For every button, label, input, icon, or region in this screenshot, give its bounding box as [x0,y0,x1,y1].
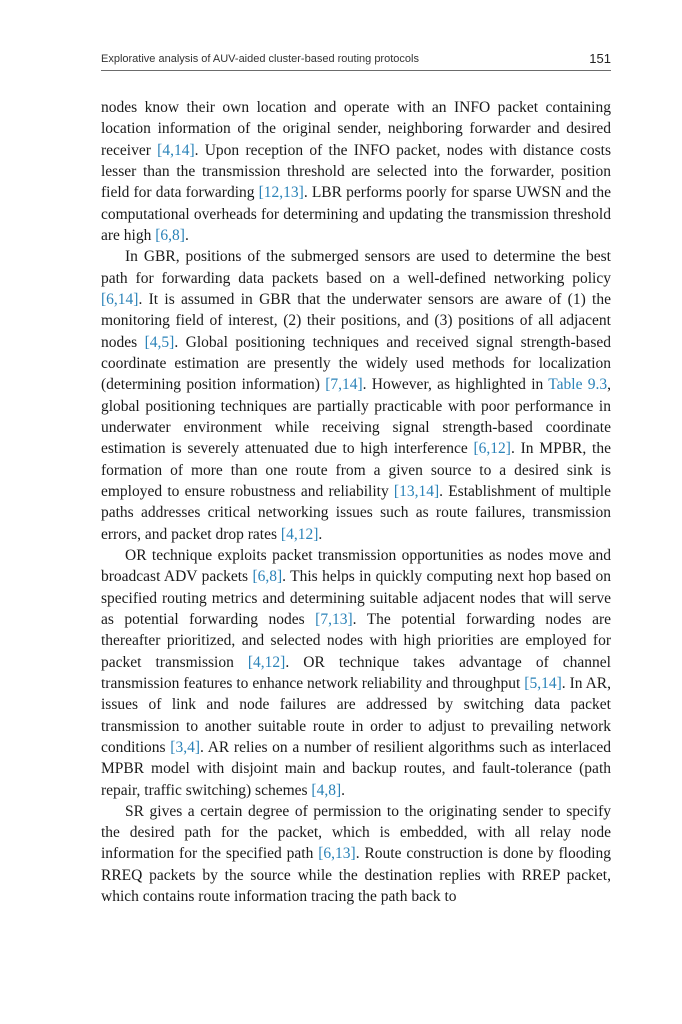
text-run: . Route construction is done by flooding RREQ packets by the source while the destination replies with RREP packet, which contains route information tracing the path back to [101,845,611,906]
citation-link[interactable]: [6,13] [318,845,356,863]
text-run: In GBR, positions of the submerged sensors are used to determine the best path for forwarding data packets based on a well-defined networking policy [101,248,611,287]
text-run: . AR relies on a number of resilient algorithms such as interlaced MPBR model with disjoint main and backup routes, and fault-tolerance (path repair, traffic switching) schemes [101,738,611,799]
text-run: . Establishment of multiple paths addresses critical networking issues such as route failures, transmission errors, and packet drop rates [101,482,611,543]
citation-link[interactable]: [4,8] [311,781,342,799]
text-run: . The potential forwarding nodes are thereafter prioritized, and selected nodes with high priorities are employed for packet transmission [101,610,611,671]
body-text [101,97,611,907]
text-run: . Upon reception of the INFO packet, nodes with distance costs lesser than the transmission threshold are selected into the forwarder, position field for data forwarding [101,141,611,202]
running-header [101,51,611,71]
text-run: . In AR, issues of link and node failures are addressed by switching data packet transmission to another suitable route in order to adjust to prevailing network conditions [101,674,611,756]
citation-link[interactable]: [12,13] [258,184,304,202]
table-reference-link[interactable]: Table 9.3 [548,376,608,394]
citation-link[interactable]: [4,12] [247,653,286,671]
text-run: . However, as highlighted in [362,376,549,394]
text-run: . Global positioning techniques and received signal strength-based coordinate estimation are presently the widely used methods for localization (determining position information) [101,333,611,394]
citation-link[interactable]: [4,12] [280,525,319,543]
paragraph [101,801,611,908]
text-run: . LBR performs poorly for sparse UWSN and the computational overheads for determining and updating the transmission threshold are high [101,184,611,244]
text-run: . [318,525,323,543]
citation-link[interactable]: [3,4] [170,738,200,756]
text-run: nodes know their own location and operate with an INFO packet containing location information of the original sender, neighboring forwarder and desired receiver [101,99,611,159]
text-run: OR technique exploits packet transmission opportunities as nodes move and broadcast ADV packets [101,546,611,586]
paragraph [101,545,611,801]
citation-link[interactable]: [7,14] [325,376,363,394]
text-run: . It is assumed in GBR that the underwater sensors are aware of (1) the monitoring field of interest, (2) their positions, and (3) positions of all adjacent nodes [101,290,611,351]
citation-link[interactable]: [6,12] [473,440,511,458]
citation-link[interactable]: [6,8] [155,226,185,244]
text-run: . [341,781,345,799]
citation-link[interactable]: [4,14] [157,141,195,159]
paragraph [101,246,611,545]
citation-link[interactable]: [6,14] [101,290,139,308]
paragraph [101,97,611,246]
text-run: SR gives a certain degree of permission to the originating sender to specify the desired path for the packet, which is embedded, with all relay node information for the specified path [101,802,611,863]
text-run: . In MPBR, the formation of more than one route from a given source to a desired sink is employed to ensure robustness and reliability [101,440,611,500]
text-run: . OR technique takes advantage of channel transmission features to enhance network reliability and throughput [101,653,611,692]
text-run: . [184,226,189,244]
text-run: , global positioning techniques are partially practicable with poor performance in underwater environment while receiving signal strength-based coordinate estimation is severely attenuated due to high interference [101,376,611,458]
citation-link[interactable]: [13,14] [393,482,440,500]
page-number: 151 [589,51,611,66]
citation-link[interactable]: [4,5] [144,333,175,351]
text-run: . This helps in quickly computing next hop based on specified routing metrics and determining suitable adjacent nodes that will serve as potential forwarding nodes [101,568,611,628]
running-title: Explorative analysis of AUV-aided cluster-based routing protocols [101,53,419,65]
citation-link[interactable]: [5,14] [524,674,562,692]
citation-link[interactable]: [6,8] [252,568,283,586]
citation-link[interactable]: [7,13] [315,610,353,628]
